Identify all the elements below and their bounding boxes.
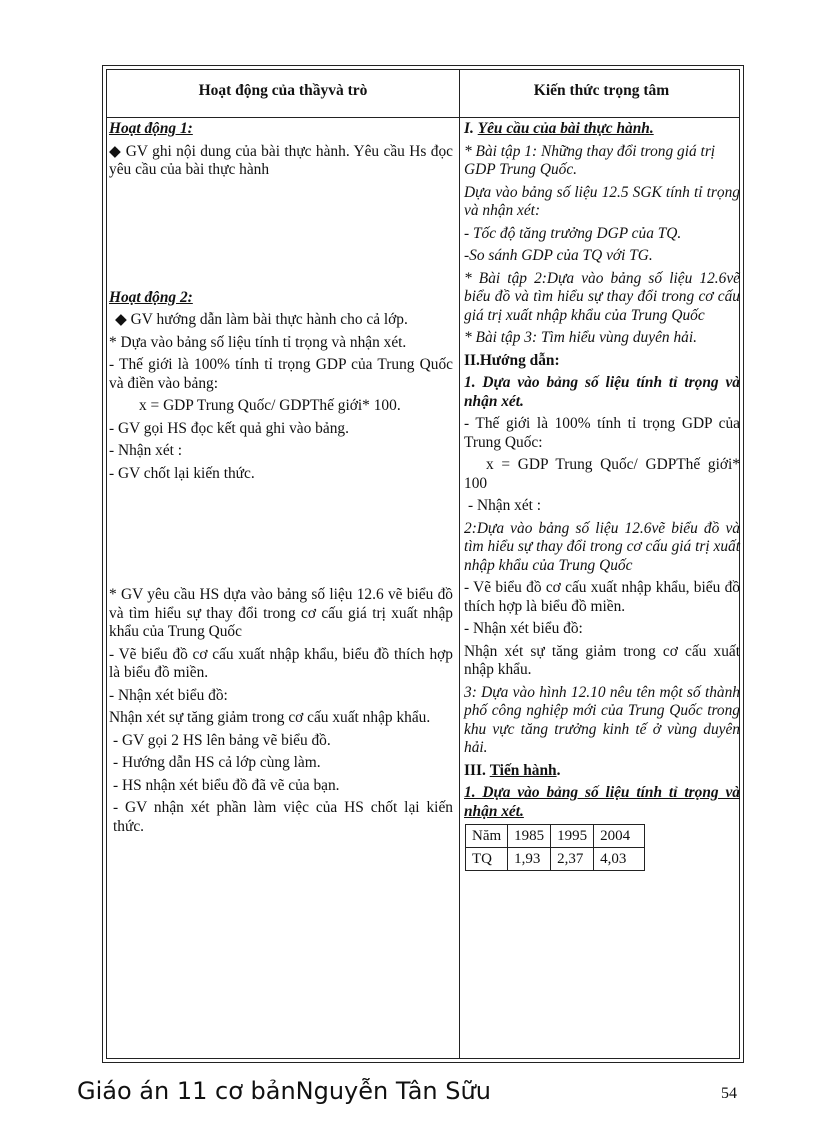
page-number: 54	[721, 1085, 737, 1102]
activity-2-text-7: - GV chốt lại kiến thức.	[109, 464, 255, 482]
right-column	[464, 120, 740, 871]
gdp-share-table	[465, 824, 645, 871]
table-row	[466, 825, 645, 848]
activity-2-title: Hoạt động 2:	[109, 288, 193, 306]
guide-1-title: 1. Dựa vào bảng số liệu tính tỉ trọng và nhận xét.	[464, 374, 740, 410]
activity-3-text-7: - HS nhận xét biểu đồ đã vẽ của bạn.	[113, 776, 340, 794]
table-cell: 1995	[551, 825, 594, 848]
column-divider	[459, 70, 460, 1058]
guide-2-title: 2:Dựa vào bảng số liệu 12.6vẽ biểu đồ và tìm hiểu sự thay đổi trong cơ cấu giá trị xuất nhập khẩu của Trung Quốc	[464, 519, 740, 574]
table-cell: 2004	[594, 825, 645, 848]
activity-2-text-2: * Dựa vào bảng số liệu tính tỉ trọng và nhận xét.	[109, 333, 407, 351]
table-cell: Năm	[466, 825, 508, 848]
table-cell: 2,37	[551, 848, 594, 871]
table-row	[466, 848, 645, 871]
guide-1-comment: - Nhận xét :	[468, 497, 542, 514]
guide-1-formula: x = GDP Trung Quốc/ GDPThế giới* 100	[464, 456, 740, 492]
activity-3-text-5: - GV gọi 2 HS lên bảng vẽ biểu đồ.	[113, 731, 331, 749]
lesson-table-inner	[106, 69, 740, 1059]
exercise-1-item-1: - Tốc độ tăng trưởng DGP của TQ.	[464, 224, 682, 242]
activity-2-text-1: ◆ GV hướng dẫn làm bài thực hành cho cả lớp.	[115, 311, 408, 328]
header-knowledge: Kiến thức trọng tâm	[533, 82, 670, 99]
section-1-title: Yêu cầu của bài thực hành.	[477, 120, 654, 137]
lesson-table	[102, 65, 744, 1063]
table-cell: 1,93	[508, 848, 551, 871]
guide-3: 3: Dựa vào hình 12.10 nêu tên một số thành phố công nghiệp mới của Trung Quốc trong khu vực tăng trưởng kinh tế ở vùng duyên hải.	[464, 683, 740, 756]
activity-3-text-8: - GV nhận xét phần làm việc của HS chốt lại kiến thức.	[113, 799, 453, 835]
activity-3-text-1: * GV yêu cầu HS dựa vào bảng số liệu 12.6 vẽ biểu đồ và tìm hiểu sự thay đổi trong cơ cấu giá trị xuất nhập khẩu của Trung Quốc	[109, 586, 453, 640]
activity-2-text-5: - GV gọi HS đọc kết quả ghi vào bảng.	[109, 419, 349, 437]
activity-3-text-4: Nhận xét sự tăng giảm trong cơ cấu xuất nhập khẩu.	[109, 709, 431, 726]
guide-2-comment: - Nhận xét biểu đồ:	[464, 620, 583, 637]
left-column	[109, 120, 453, 840]
activity-3-text-3: - Nhận xét biểu đồ:	[109, 686, 228, 704]
guide-2-comment-text: Nhận xét sự tăng giảm trong cơ cấu xuất nhập khẩu.	[464, 642, 740, 678]
section-2-title: II.Hướng dẫn:	[464, 351, 560, 369]
guide-2-text: - Vẽ biểu đồ cơ cấu xuất nhập khẩu, biểu đồ thích hợp là biểu đồ miền.	[464, 579, 740, 615]
exercise-3: * Bài tập 3: Tìm hiểu vùng duyên hải.	[464, 329, 697, 346]
exercise-1: * Bài tập 1: Những thay đổi trong giá trị GDP Trung Quốc.	[464, 142, 716, 178]
table-cell: 4,03	[594, 848, 645, 871]
section-3-number: III.	[464, 761, 486, 779]
activity-2-text-6: - Nhận xét :	[109, 442, 183, 459]
section-3-dot: .	[556, 761, 561, 779]
step-1-title: 1. Dựa vào bảng số liệu tính tỉ trọng và nhận xét.	[464, 784, 740, 820]
guide-1-text: - Thế giới là 100% tính tỉ trọng GDP của Trung Quốc:	[464, 415, 740, 451]
section-3-title: Tiến hành	[489, 761, 557, 779]
section-1-heading	[464, 120, 740, 139]
table-cell: TQ	[466, 848, 508, 871]
header-rule	[107, 117, 739, 118]
section-3-heading	[464, 762, 740, 781]
activity-1-text: ◆ GV ghi nội dung của bài thực hành. Yêu cầu Hs đọc yêu cầu của bài thực hành	[109, 142, 453, 178]
activity-2-formula: x = GDP Trung Quốc/ GDPThế giới* 100.	[139, 397, 401, 414]
activity-3-text-2: - Vẽ biểu đồ cơ cấu xuất nhập khẩu, biểu đồ thích hợp là biểu đồ miền.	[109, 645, 453, 681]
table-cell: 1985	[508, 825, 551, 848]
header-activities: Hoạt động của thầyvà trò	[198, 82, 368, 99]
exercise-1-item-2: -So sánh GDP của TQ với TG.	[464, 247, 653, 264]
section-1-number: I.	[464, 120, 474, 137]
activity-1-title: Hoạt động 1:	[109, 120, 193, 137]
activity-3-text-6: - Hướng dẫn HS cả lớp cùng làm.	[113, 754, 321, 771]
footer-title: Giáo án 11 cơ bảnNguyễn Tân Sữu	[77, 1077, 491, 1105]
activity-2-text-3: - Thế giới là 100% tính tỉ trọng GDP của Trung Quốc và điền vào bảng:	[109, 356, 453, 392]
exercise-2: * Bài tập 2:Dựa vào bảng số liệu 12.6vẽ biểu đồ và tìm hiểu sự thay đổi trong cơ cấu giá trị xuất nhập khẩu của Trung Quốc	[464, 269, 740, 324]
exercise-1-instruction: Dựa vào bảng số liệu 12.5 SGK tính tỉ trọng và nhận xét:	[464, 183, 740, 219]
